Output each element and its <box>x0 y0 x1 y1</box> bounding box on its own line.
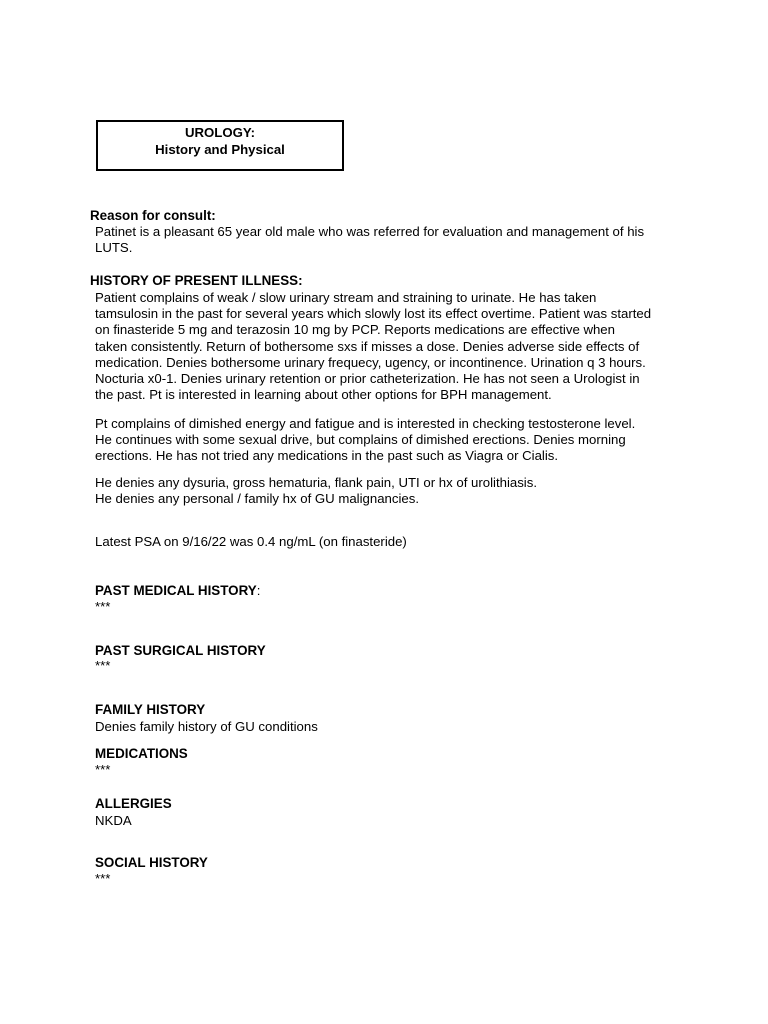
psh-heading: PAST SURGICAL HISTORY <box>95 643 266 658</box>
reason-heading: Reason for consult: <box>90 208 216 223</box>
hpi-paragraph-2 <box>95 416 635 465</box>
hpi-p2-line: Pt complains of dimished energy and fatigue and is interested in checking testosterone level. <box>95 416 636 431</box>
allergies-value: NKDA <box>95 813 132 828</box>
hpi-p1-line: Nocturia x0-1. Denies urinary retention or prior catheterization. He has not seen a Urologist in <box>95 371 640 387</box>
hpi-paragraph-1 <box>95 290 651 403</box>
document-title-box <box>96 120 344 171</box>
hpi-heading: HISTORY OF PRESENT ILLNESS: <box>90 273 303 288</box>
pmh-colon: : <box>256 583 261 598</box>
hpi-p3-line: He denies any personal / family hx of GU malignancies. <box>95 491 419 507</box>
pmh-heading: PAST MEDICAL HISTORY <box>95 583 257 598</box>
hpi-paragraph-3 <box>95 475 537 507</box>
hpi-p3-line: He denies any dysuria, gross hematuria, flank pain, UTI or hx of urolithiasis. <box>95 475 537 490</box>
hpi-p1-line: the past. Pt is interested in learning about other options for BPH management. <box>95 387 552 403</box>
meds-value: *** <box>95 762 111 777</box>
hpi-p2-line: He continues with some sexual drive, but complains of dimished erections. Denies morning <box>95 432 626 448</box>
pmh-value: *** <box>95 599 111 614</box>
document-subtitle: History and Physical <box>155 142 285 157</box>
social-heading: SOCIAL HISTORY <box>95 855 208 870</box>
fh-heading: FAMILY HISTORY <box>95 702 206 717</box>
hpi-p1-line: medication. Denies bothersome urinary frequecy, ugency, or incontinence. Urination q 3 hours. <box>95 354 646 370</box>
reason-line-1: Patinet is a pleasant 65 year old male who was referred for evaluation and management of his <box>95 224 645 239</box>
allergies-heading: ALLERGIES <box>95 796 172 811</box>
pmh-heading-row <box>95 583 260 599</box>
hpi-p1-line: tamsulosin in the past for several years which slowly lost its effect overtime. Patient was started <box>95 306 652 322</box>
hpi-p1-line: taken consistently. Return of bothersome sxs if misses a dose. Denies adverse side effects of <box>95 338 640 354</box>
psa-result: Latest PSA on 9/16/22 was 0.4 ng/mL (on finasteride) <box>95 534 407 549</box>
reason-line-2: LUTS. <box>95 240 133 255</box>
psh-value: *** <box>95 658 111 673</box>
meds-heading: MEDICATIONS <box>95 746 188 761</box>
hpi-p1-line: on finasteride 5 mg and terazosin 10 mg by PCP. Reports medications are effective when <box>95 322 615 338</box>
hpi-p1-line: Patient complains of weak / slow urinary stream and straining to urinate. He has taken <box>95 290 597 305</box>
social-value: *** <box>95 871 111 886</box>
hpi-p2-line: erections. He has not tried any medications in the past such as Viagra or Cialis. <box>95 448 559 464</box>
fh-value: Denies family history of GU conditions <box>95 719 318 734</box>
department-title: UROLOGY: <box>184 125 256 140</box>
